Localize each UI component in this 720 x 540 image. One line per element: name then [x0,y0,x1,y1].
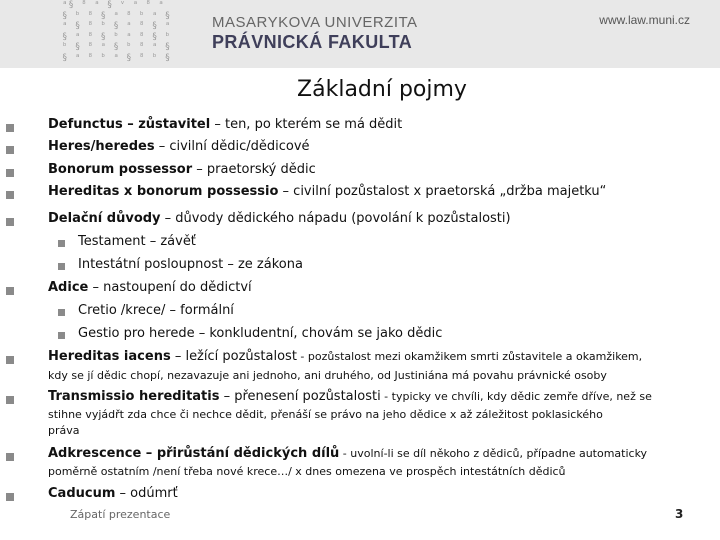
item-text: – civilní pozůstalost x praetorská „držba majetku“ [278,184,607,199]
item-text: – praetorský dědic [192,162,316,177]
item-note-continued: práva [48,424,80,437]
slide-title: Základní pojmy [297,77,467,102]
item-line [48,211,511,226]
item-text: – důvody dědického nápadu (povolání k pozůstalosti) [160,211,511,226]
item-line [48,446,647,461]
item-term: Delační důvody [48,211,161,226]
item-term: Adice [48,280,89,295]
item-term: Hereditas iacens [48,349,171,364]
faculty-name: PRÁVNICKÁ FAKULTA [212,32,413,52]
item-text: – ležící pozůstalost [170,349,297,364]
item-note: - pozůstalost mezi okamžikem smrti zůstavitele a okamžikem, [296,350,643,363]
item-line [48,389,652,404]
item-line [48,486,178,501]
bullet-square-icon [6,218,14,226]
item-term: Caducum [48,486,116,501]
item-text: – ten, po kterém se má dědit [210,117,403,132]
item-line [48,280,252,295]
item-note-continued: poměrně ostatním /není třeba nové krece…/ x dnes omezena ve prospěch intestátních dědiců [48,465,566,478]
university-logo-pattern: ᵃ§ ⁸ ᵃ § ᵛ ᵃ ⁸ ᵃ § ᵇ ⁸ § ᵃ ⁸ ᵇ ᵃ § ᵃ § ⁸ ᵇ § ᵃ ⁸ § ᵃ § ᵃ ⁸ § ᵇ ᵃ ⁸ § ᵇ ᵇ § ⁸ ᵃ § ᵇ ⁸ ᵃ § § ᵃ ⁸ ᵇ ᵃ § ⁸ ᵇ § [62,0,172,63]
item-note-continued: kdy se jí dědic chopí, nezavazuje ani jednoho, ani druhého, od Justiniána má povahu právnické osoby [48,369,607,382]
header-bar [0,0,720,68]
bullet-square-icon [6,396,14,404]
item-line [48,162,316,177]
item-text: – odúmrť [115,486,178,501]
item-line: Testament – závěť [78,234,196,249]
bullet-square-icon [6,169,14,177]
page-number: 3 [675,507,684,521]
item-line: Gestio pro herede – konkludentní, chovám se jako dědic [78,326,443,341]
item-term: Adkrescence – přirůstání dědických dílů [48,446,340,461]
item-note: - uvolní-li se díl někoho z dědiců, případne automaticky [339,447,648,460]
item-term: Hereditas x bonorum possessio [48,184,279,199]
item-line [48,139,310,154]
item-line [48,349,642,364]
item-line [48,117,402,132]
footer-text: Zápatí prezentace [70,508,171,521]
item-line [48,184,606,199]
item-term: Heres/heredes [48,139,155,154]
bullet-square-icon [58,332,65,339]
bullet-square-icon [58,240,65,247]
item-note-continued: stihne vyjádřt zda chce či nechce dědit, přenáší se právo na jeho dědice x až záležitost poklasického [48,408,603,421]
bullet-square-icon [6,453,14,461]
bullet-square-icon [6,287,14,295]
item-term: Bonorum possessor [48,162,193,177]
university-name: MASARYKOVA UNIVERZITA [212,14,418,31]
bullet-square-icon [58,309,65,316]
bullet-square-icon [6,124,14,132]
item-term: Defunctus – zůstavitel [48,117,211,132]
item-term: Transmissio hereditatis [48,389,220,404]
bullet-square-icon [6,493,14,501]
bullet-square-icon [58,263,65,270]
item-text: – civilní dědic/dědicové [154,139,310,154]
item-text: – nastoupení do dědictví [88,280,252,295]
website-url[interactable]: www.law.muni.cz [599,13,690,27]
item-line: Intestátní posloupnost – ze zákona [78,257,303,272]
bullet-square-icon [6,146,14,154]
item-text: – přenesení pozůstalosti [219,389,381,404]
item-line: Cretio /krece/ – formální [78,303,234,318]
bullet-square-icon [6,356,14,364]
item-note: - typicky ve chvíli, kdy dědic zemře dříve, než se [380,390,652,403]
bullet-square-icon [6,191,14,199]
